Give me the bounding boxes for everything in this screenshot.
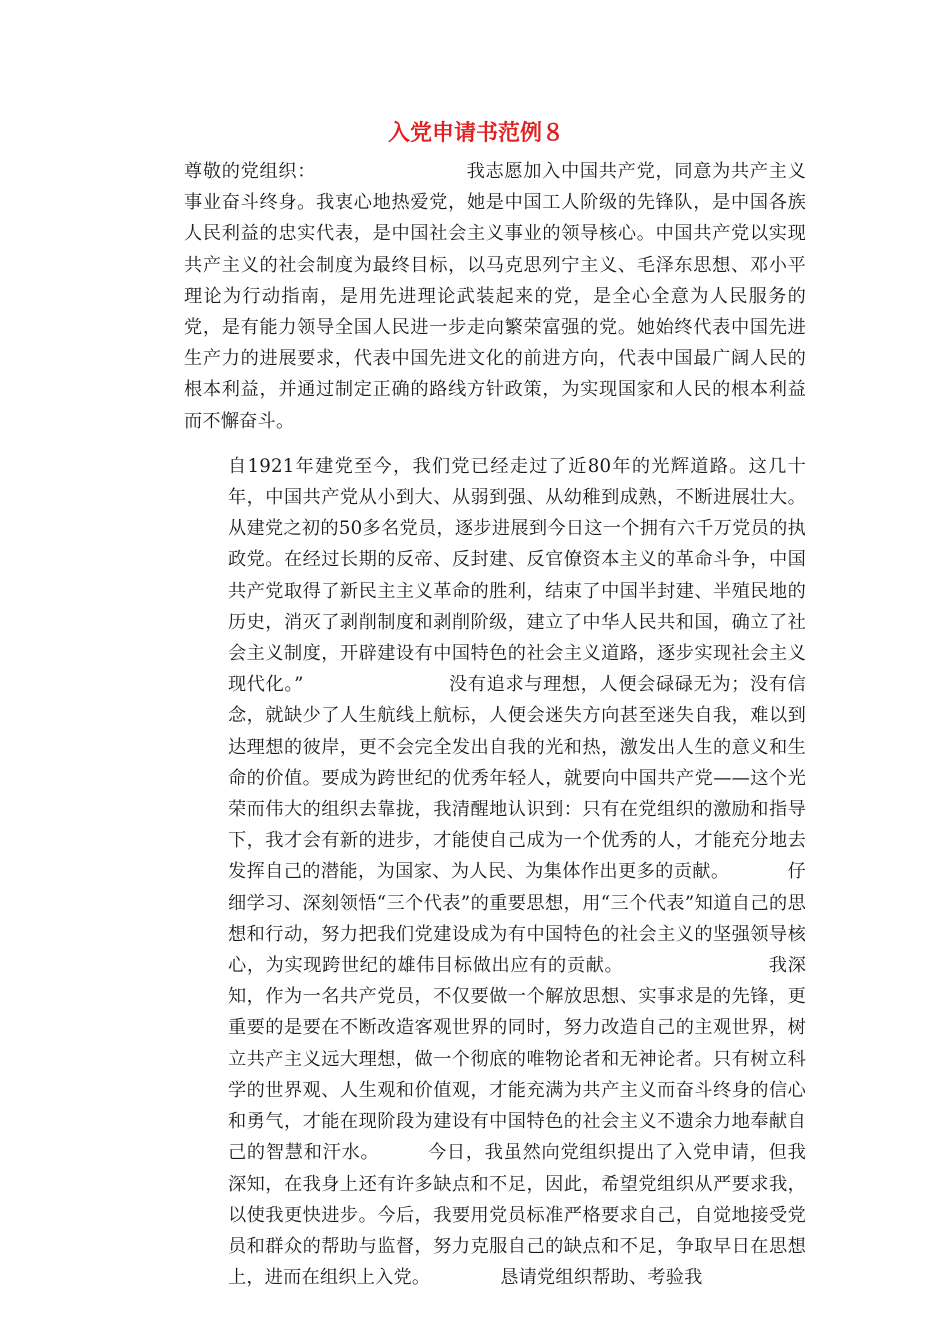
paragraph-2-text: 自1921年建党至今，我们党已经走过了近80年的光辉道路。这几十年，中国共产党从小到大、从弱到强、从幼稚到成熟，不断进展壮大。从建党之初的50多名党员，逐步进展到今日这一个拥有六千万党员的执政党。在经过长期的反帝、反封建、反官僚资本主义的革命斗争，中国共产党取得了新民主主义革命的胜利，结束了中国半封建、半殖民地的历史，消灭了剥削制度和剥削阶级，建立了中华人民共和国，确立了社会主义制度，开辟建设有中国特色的社会主义道路，逐步实现社会主义现代化。” [228,455,806,696]
salutation: 尊敬的党组织： [184,161,317,182]
paragraph-2 [146,451,806,1293]
paragraph-6-text: 今日，我虽然向党组织提出了入党申请，但我深知，在我身上还有许多缺点和不足，因此，希望党组织从严要求我，以使我更快进步。今后，我要用党员标准严格要求自己，自觉地接受党员和群众的帮助与监督，努力克服自己的缺点和不足，争取早日在思想上，进而在组织上入党。 [228,1142,806,1289]
paragraph-1 [146,156,806,437]
paragraph-4-text: 仔细学习、深刻领悟“三个代表”的重要思想，用“三个代表”知道自己的思想和行动，努力把我们党建设成为有中国特色的社会主义的坚强领导核心，为实现跨世纪的雄伟目标做出应有的贡献。 [228,861,806,977]
paragraph-5-text: 我深知，作为一名共产党员，不仅要做一个解放思想、实事求是的先锋，更重要的是要在不断改造客观世界的同时，努力改造自己的主观世界，树立共产主义远大理想，做一个彻底的唯物论者和无神论者。只有树立科学的世界观、人生观和价值观，才能充满为共产主义而奋斗终身的信心和勇气，才能在现阶段为建设有中国特色的社会主义不遗余力地奉献自己的智慧和汗水。 [228,955,806,1164]
document-title: 入党申请书范例８ [387,121,564,146]
closing-line: 恳请党组织帮助、考验我 [500,1267,703,1289]
document-page [146,114,806,1293]
paragraph-1-text: 我志愿加入中国共产党，同意为共产主义事业奋斗终身。我衷心地热爱党，她是中国工人阶级的先锋队，是中国各族人民利益的忠实代表，是中国社会主义事业的领导核心。中国共产党以实现共产主义的社会制度为最终目标，以马克思列宁主义、毛泽东思想、邓小平理论为行动指南，是用先进理论武装起来的党，是全心全意为人民服务的党，是有能力领导全国人民进一步走向繁荣富强的党。她始终代表中国先进生产力的进展要求，代表中国先进文化的前进方向，代表中国最广阔人民的根本利益，并通过制定正确的路线方针政策，为实现国家和人民的根本利益而不懈奋斗。 [184,161,806,432]
paragraph-3-text: 没有追求与理想，人便会碌碌无为；没有信念，就缺少了人生航线上航标，人便会迷失方向甚至迷失自我，难以到达理想的彼岸，更不会完全发出自我的光和热，激发出人生的意义和生命的价值。要成为跨世纪的优秀年轻人，就要向中国共产党——这个光荣而伟大的组织去靠拢，我清醒地认识到：只有在党组织的激励和指导下，我才会有新的进步，才能使自己成为一个优秀的人，才能充分地去发挥自己的潜能，为国家、为人民、为集体作出更多的贡献。 [228,674,806,883]
